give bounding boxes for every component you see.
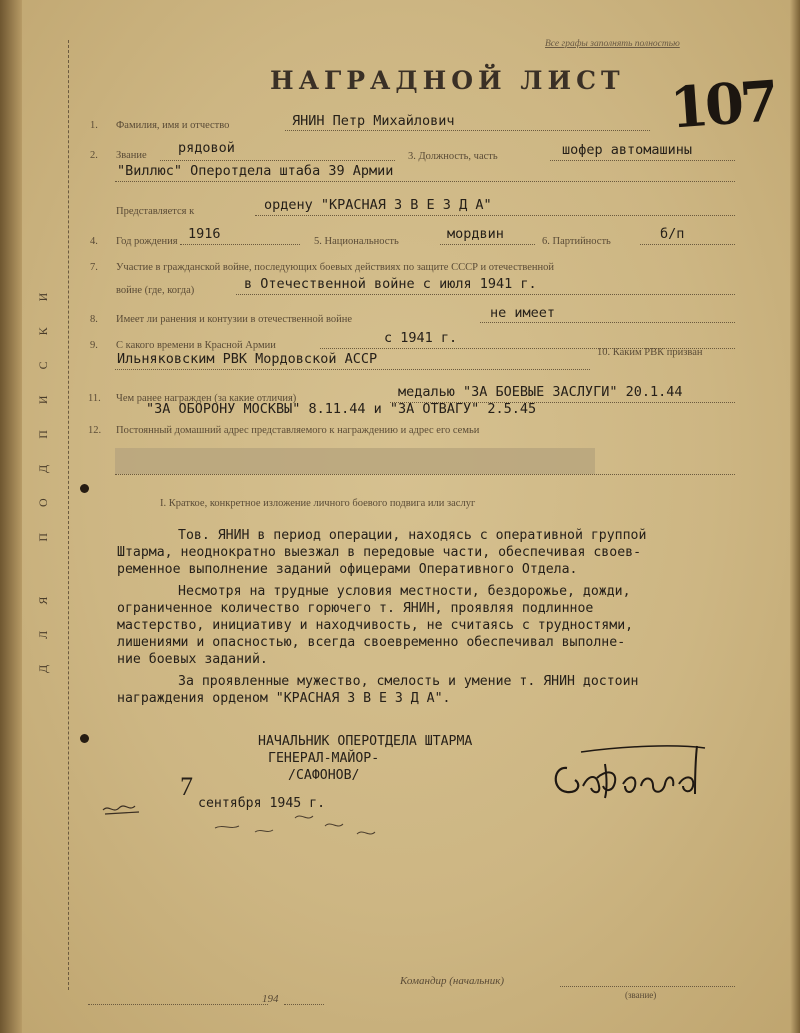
paper-edge-left [0,0,22,1033]
underline [115,181,735,182]
field-label-army-since: С какого времени в Красной Армии [116,340,276,351]
year-label: 194 [262,993,279,1005]
underline [440,244,535,245]
handwritten-number: 107 [667,68,778,142]
section-title: I. Краткое, конкретное изложение личного боевого подвига или заслуг [160,498,476,509]
field-label-presented: Представляется к [116,206,195,217]
commander-label: Командир (начальник) [400,975,505,987]
field-label-party: 6. Партийность [542,236,611,247]
field-value-nationality: мордвин [447,226,504,242]
handwritten-signature [545,738,735,812]
field-value-party: б/п [660,226,685,242]
underline [88,1004,268,1005]
fill-all-fields-note: Все графы заполнять полностью [545,39,680,49]
field-value-army-since: с 1941 г. [384,330,458,346]
underline [255,215,735,216]
field-label-rank: Звание [116,150,147,161]
underline [115,474,735,475]
field-number-7: 7. [90,262,98,273]
field-label-birth-year: Год рождения [116,236,178,247]
narrative-line: ограниченное количество горючего т. ЯНИН, проявляя подлинное [117,601,594,616]
field-number-1: 1. [90,120,98,131]
field-value-war-participation: в Отечественной войне с июля 1941 г. [244,276,537,292]
narrative-line: Штарма, неоднократно выезжал в передовые части, обеспечивая своев- [117,545,642,560]
field-value-birth-year: 1916 [188,226,221,242]
underline [115,369,590,370]
underline [180,244,300,245]
narrative-line: За проявленные мужество, смелость и умение т. ЯНИН достоин [178,674,639,689]
field-label-draft-office: 10. Каким РВК призван [597,347,703,358]
field-label-war-participation-2: войне (где, когда) [116,285,195,296]
field-number-8: 8. [90,314,98,325]
perforation-line [68,40,69,990]
field-value-name: ЯНИН Петр Михайлович [292,113,455,129]
narrative-line: Несмотря на трудные условия местности, бездорожье, дожди, [178,584,631,599]
underline [640,244,735,245]
narrative-line: ние боевых заданий. [117,652,268,667]
signatory-name: /САФОНОВ/ [288,768,360,783]
field-number-11: 11. [88,393,101,404]
field-value-position-cont: "Виллюс" Оперотдела штаба 39 Армии [117,163,394,179]
field-value-rank: рядовой [178,140,235,156]
field-label-position: 3. Должность, часть [408,151,498,162]
signatory-rank: ГЕНЕРАЛ-МАЙОР- [268,751,380,766]
field-number-2: 2. [90,150,98,161]
field-label-home-address: Постоянный домашний адрес представляемого к награждению и адрес его семьи [116,425,480,436]
punch-hole [80,484,89,493]
underline [285,130,650,131]
redacted-address [115,448,595,474]
field-number-9: 9. [90,340,98,351]
field-value-previous-awards-2: "ЗА ОБОРОНУ МОСКВЫ" 8.11.44 и "ЗА ОТВАГУ" 2.5.45 [146,401,537,417]
field-number-4: 4. [90,236,98,247]
field-label-previous-awards: Чем ранее награжден (за какие отличия) [116,393,297,404]
paper-edge-right [790,0,800,1033]
field-label-name: Фамилия, имя и отчество [116,120,230,131]
field-value-wounds: не имеет [490,305,556,321]
field-label-wounds: Имеет ли ранения и контузии в отечественной войне [116,314,352,325]
field-label-war-participation: Участие в гражданской войне, последующих боевых действиях по защите СССР и отечественной [116,262,555,273]
punch-hole [80,734,89,743]
narrative-line: ременное выполнение заданий офицерами Оперативного Отдела. [117,562,578,577]
underline [284,1004,324,1005]
field-value-previous-awards: медалью "ЗА БОЕВЫЕ ЗАСЛУГИ" 20.1.44 [398,384,683,400]
signatory-title: НАЧАЛЬНИК ОПЕРОТДЕЛА ШТАРМА [258,734,473,749]
underline [480,322,735,323]
underline [560,986,735,987]
underline [236,294,735,295]
field-number-12: 12. [88,425,102,436]
narrative-line: Тов. ЯНИН в период операции, находясь с оперативной группой [178,528,647,543]
underline [550,160,735,161]
underline [160,160,395,161]
narrative-line: мастерство, инициативу и находчивость, не считаясь с трудностями, [117,618,634,633]
field-value-presented: ордену "КРАСНАЯ З В Е З Д А" [264,197,492,213]
side-label: ДЛЯ ПОДПИСКИ [36,266,50,674]
field-label-nationality: 5. Национальность [314,236,399,247]
rank-label: (звание) [625,990,657,1000]
handwritten-scribble [95,800,395,854]
document-title: НАГРАДНОЙ ЛИСТ [270,66,625,95]
date-day: 7 [180,772,193,801]
narrative-line: лишениями и опасностью, всегда своевременно обеспечивал выполне- [117,635,626,650]
field-value-draft-office: Ильняковским РВК Мордовской АССР [117,351,378,367]
date-month-year: сентября 1945 г. [198,796,326,811]
field-value-position: шофер автомашины [562,142,693,158]
narrative-line: награждения орденом "КРАСНАЯ З В Е З Д А". [117,691,451,706]
